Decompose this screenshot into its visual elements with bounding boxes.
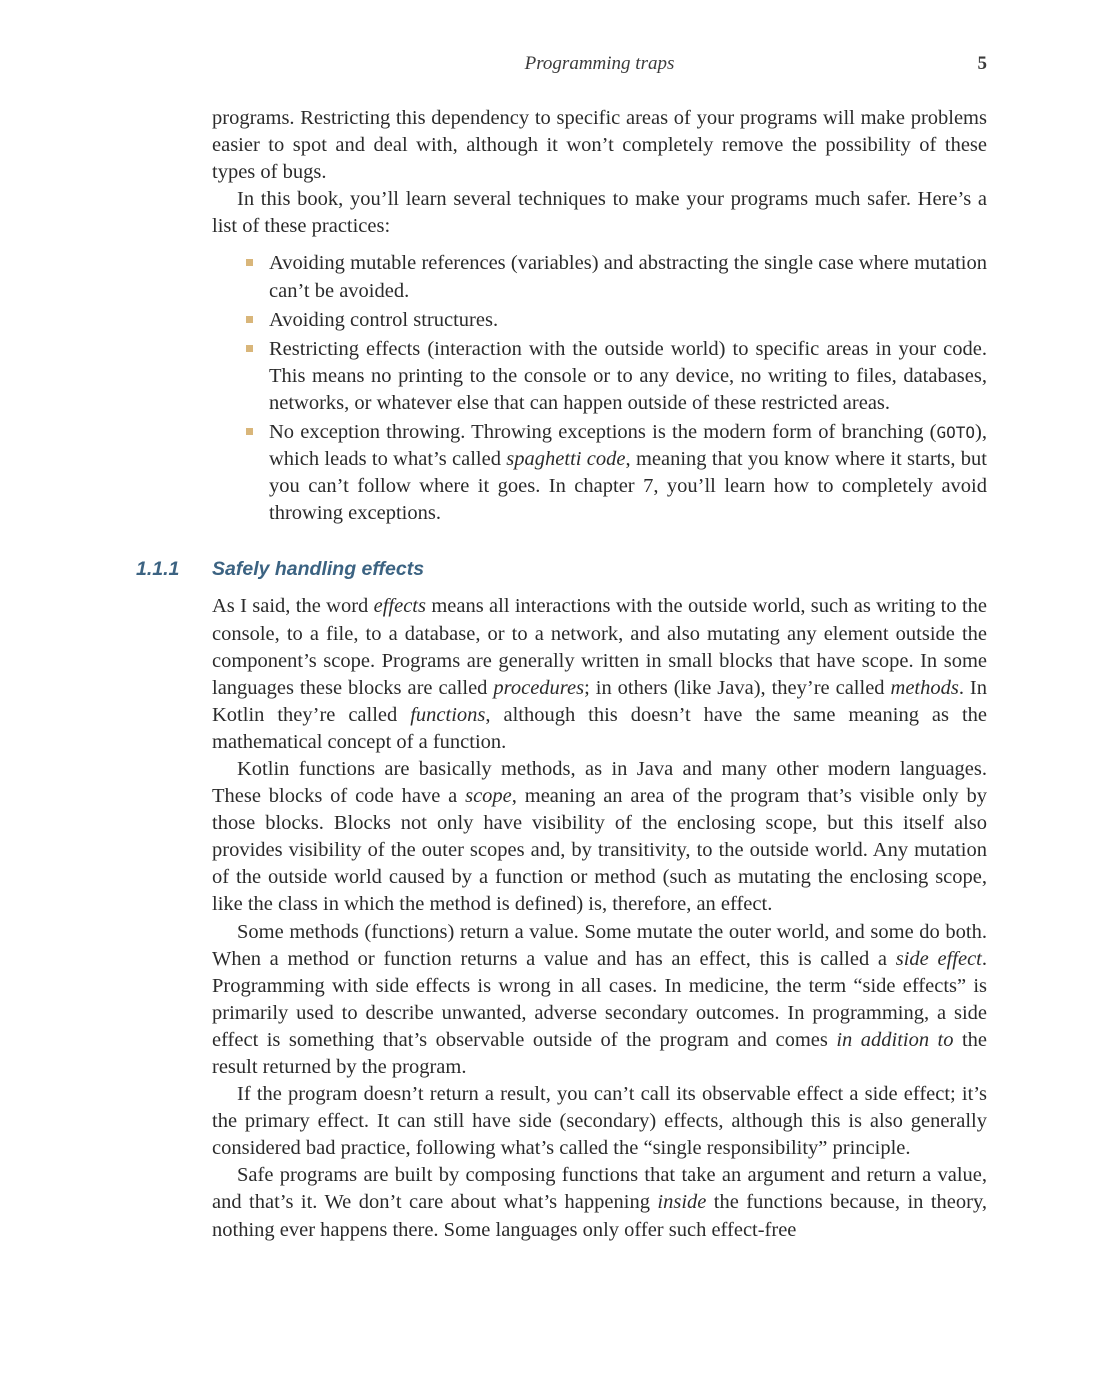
- square-bullet-icon: [246, 316, 253, 323]
- text-run: , although this doesn’t have the same meaning as the mathematical concept of a function.: [212, 703, 987, 753]
- emphasis: methods: [890, 676, 959, 699]
- text-run: No exception throwing. Throwing exceptions is the modern form of branching (: [269, 421, 937, 444]
- paragraph: [212, 756, 987, 919]
- practices-list: [212, 250, 987, 527]
- paragraph: [212, 593, 987, 756]
- list-item-text: [269, 421, 987, 524]
- text-run: the functions because, in theory, nothing ever happens there. Some languages only offer such effect-free: [212, 1191, 987, 1241]
- paragraph: programs. Restricting this dependency to specific areas of your programs will make problems easier to spot and deal with, although it won’t completely remove the possibility of these types of bugs.: [212, 107, 987, 184]
- list-item: [269, 250, 987, 304]
- list-item-text: Restricting effects (interaction with the outside world) to specific areas in your code. This means no printing to the console or to any device, no writing to files, databases, networks, or whatever else that can happen outside of these restricted areas.: [269, 337, 987, 414]
- text-run: Some methods (functions) return a value. Some mutate the outer world, and some do both. When a method or function returns a value and has an effect, this is called a: [212, 920, 987, 970]
- paragraph: [212, 1162, 987, 1243]
- list-item-text: Avoiding control structures.: [269, 308, 499, 331]
- emphasis: procedures: [493, 676, 585, 699]
- text-run: means all interactions with the outside world, such as writing to the console, to a file, to a database, or to a network, and also mutating any element outside the component’s scope. Programs are generally written in small blocks that have scope. In some languages these blocks are called: [212, 595, 988, 699]
- text-run: Kotlin functions are basically methods, as in Java and many other modern languages. These blocks of code have a: [212, 757, 987, 808]
- emphasis: spaghetti code: [506, 448, 626, 471]
- text-run: Safe programs are built by composing functions that take an argument and return a value, and that’s it. We don’t care about what’s happening: [212, 1164, 987, 1214]
- list-item-text: Avoiding mutable references (variables) and abstracting the single case where mutation can’t be avoided.: [269, 252, 987, 302]
- inline-code: GOTO: [936, 423, 976, 443]
- running-title: Programming traps: [524, 53, 675, 74]
- list-item: [269, 336, 987, 417]
- paragraph: In this book, you’ll learn several techniques to make your programs much safer. Here’s a list of these practices:: [212, 188, 987, 238]
- emphasis: in addition to: [836, 1028, 954, 1051]
- running-header: [212, 52, 987, 76]
- emphasis: functions: [410, 703, 486, 726]
- emphasis: inside: [657, 1191, 707, 1214]
- section-number: 1.1.1: [136, 558, 180, 581]
- text-run: . In Kotlin they’re called: [212, 676, 988, 726]
- square-bullet-icon: [246, 259, 253, 266]
- section-title: Safely handling effects: [212, 558, 425, 581]
- text-run: ), which leads to what’s called: [269, 421, 987, 471]
- section-heading: [136, 555, 987, 583]
- paragraph: [212, 919, 987, 1082]
- square-bullet-icon: [246, 428, 253, 435]
- emphasis: scope: [465, 785, 512, 808]
- emphasis: effects: [373, 595, 426, 618]
- body-text: [136, 105, 988, 1244]
- text-run: . Programming with side effects is wrong in all cases. In medicine, the term “side effects” is primarily used to describe unwanted, adverse secondary outcomes. In programming, a side effect is something that’s observable outside of the program and comes: [212, 947, 987, 1051]
- list-item: [269, 307, 987, 334]
- page-number: 5: [977, 53, 987, 74]
- square-bullet-icon: [246, 345, 253, 352]
- text-run: As I said, the word: [212, 595, 374, 618]
- text-run: , meaning that you know where it starts, but you can’t follow where it goes. In chapter 7, you’ll learn how to completely avoid throwing exceptions.: [269, 448, 987, 525]
- text-run: the result returned by the program.: [212, 1028, 987, 1078]
- emphasis: side effect: [895, 947, 982, 970]
- text-run: ; in others (like Java), they’re called: [584, 676, 891, 699]
- list-item: [269, 419, 987, 527]
- paragraph: If the program doesn’t return a result, you can’t call its observable effect a side effect; it’s the primary effect. It can still have side (secondary) effects, although this is also generally considered bad practice, following what’s called the “single responsibility” principle.: [212, 1083, 987, 1160]
- text-run: , meaning an area of the program that’s visible only by those blocks. Blocks not only have visibility of the enclosing scope, but this itself also provides visibility of the outer scopes and, by transitivity, to the outside world. Any mutation of the outside world caused by a function or method (such as mutating the enclosing scope, like the class in which the method is defined) is, therefore, an effect.: [212, 785, 988, 916]
